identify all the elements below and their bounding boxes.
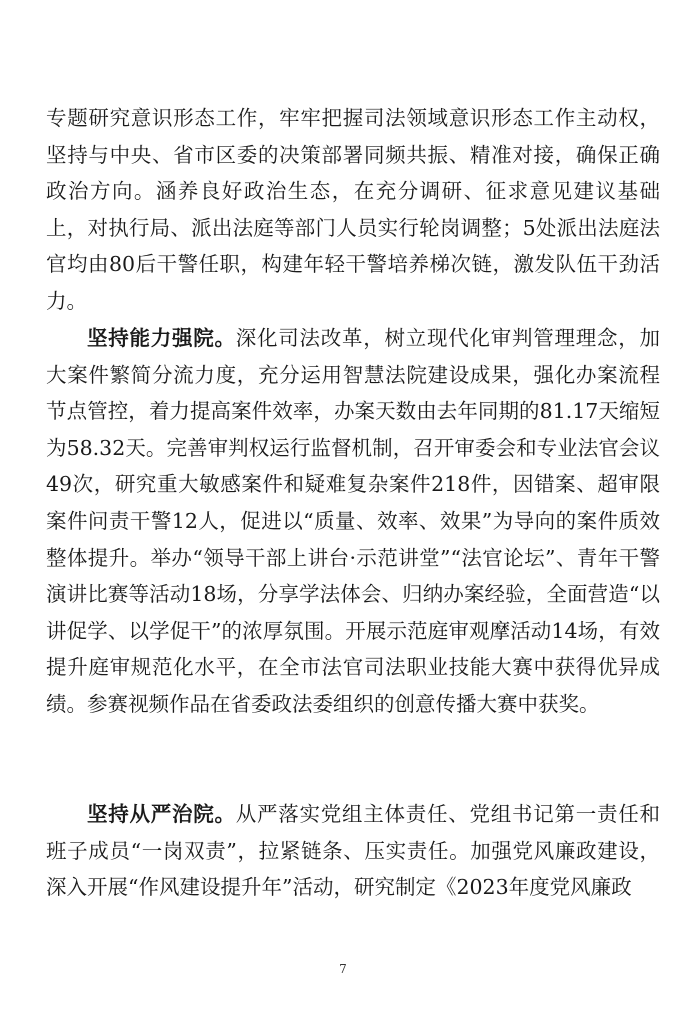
paragraph-capability bbox=[46, 320, 660, 723]
page-number: 7 bbox=[339, 962, 347, 976]
paragraph-text: 专题研究意识形态工作，牢牢把握司法领域意识形态工作主动权，坚持与中央、省市区委的决策部署同频共振、精准对接，确保正确政治方向。涵养良好政治生态，在充分调研、征求意见建议基础上，对执行局、派出法庭等部门人员实行轮岗调整；5处派出法庭法官均由80后干警任职，构建年轻干警培养梯次链，激发队伍干劲活力。 bbox=[46, 106, 660, 313]
paragraph-heading: 坚持能力强院。 bbox=[87, 326, 236, 350]
paragraph-text: 从严落实党组主体责任、党组书记第一责任和班子成员“一岗双责”，拉紧链条、压实责任。加强党风廉政建设，深入开展“作风建设提升年”活动，研究制定《2023年度党风廉政 bbox=[46, 802, 660, 900]
paragraph-heading: 坚持从严治院。 bbox=[87, 802, 236, 826]
paragraph-strict-governance bbox=[46, 796, 660, 906]
paragraph-continued bbox=[46, 100, 660, 320]
paragraph-text: 深化司法改革，树立现代化审判管理理念，加大案件繁简分流力度，充分运用智慧法院建设成果，强化办案流程节点管控，着力提高案件效率，办案天数由去年同期的81.17天缩短为58.32天。完善审判权运行监督机制，召开审委会和专业法官会议49次，研究重大敏感案件和疑难复杂案件218件，因错案、超审限案件问责干警12人，促进以“质量、效率、效果”为导向的案件质效整体提升。举办“领导干部上讲台·示范讲堂”“法官论坛”、青年干警演讲比赛等活动18场，分享学法体会、归纳办案经验，全面营造“以讲促学、以学促干”的浓厚氛围。开展示范庭审观摩活动14场，有效提升庭审规范化水平，在全市法官司法职业技能大赛中获得优异成绩。参赛视频作品在省委政法委组织的创意传播大赛中获奖。 bbox=[46, 326, 660, 716]
